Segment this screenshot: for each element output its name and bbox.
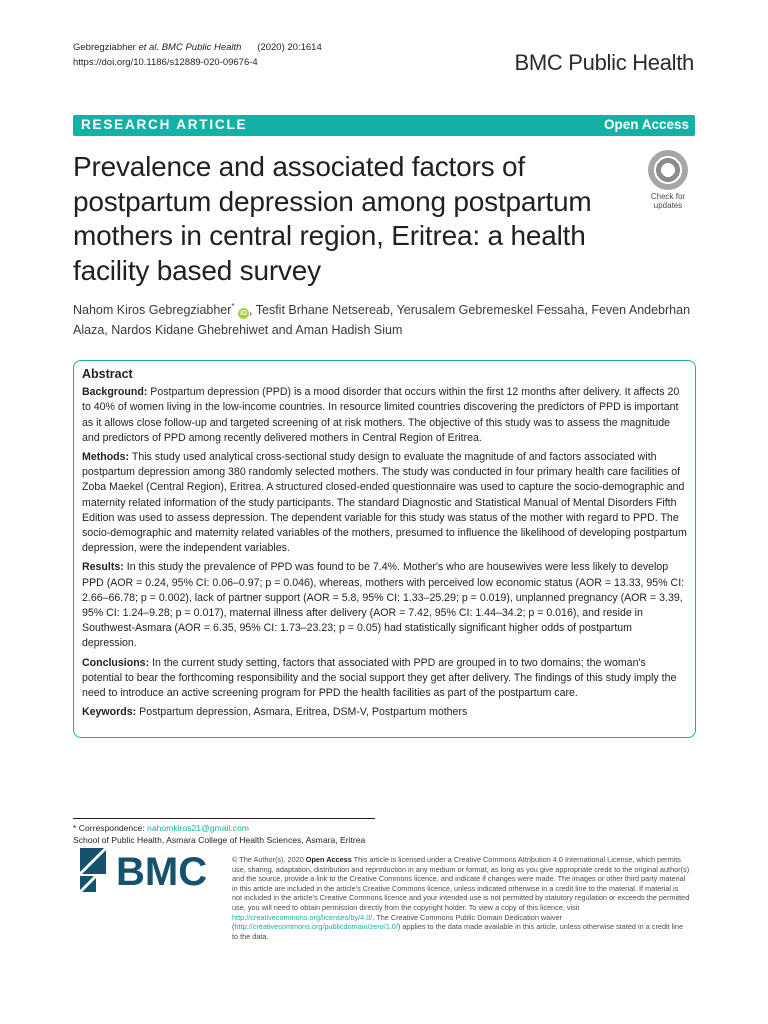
first-author: Nahom Kiros Gebregziabher: [73, 303, 232, 318]
abstract-conclusions: Conclusions: In the current study setting, factors that associated with PPD are grouped in to two domains; the woman's potential to bear the forthcoming responsibility and the social support they get after delivery. The findings of this study imply the need to introduce an active screening program for PPD the health facilities as part of the postpartum care.: [82, 656, 677, 700]
bmc-logo-text: BMC: [116, 850, 208, 893]
correspondence-label: * Correspondence:: [73, 823, 148, 833]
license-open-access: Open Access: [305, 855, 352, 864]
cc-license-link[interactable]: http://creativecommons.org/licenses/by/4.0/: [232, 912, 373, 922]
abstract-background: Background: Postpartum depression (PPD) is a mood disorder that occurs within the first 12 months after delivery. It affects 20 to 40% of women living in the low-income countries. In resource limited countries discovering the predictors of PPD is important as it allows close follow-up and targeted screening of at risk mothers. The objective of this study was to assess the magnitude and predictors of PPD among recently delivered mothers in Central Region of Eritrea.: [82, 386, 680, 444]
correspondence-marker: *: [231, 302, 235, 311]
correspondence-email-link[interactable]: nahomkiros21@gmail.com: [147, 823, 249, 833]
other-authors: , Tesfit Brhane Netsereab, Yerusalem Gebremeskel Fessaha, Feven Andebrhan Alaza, Nardos Kidane Ghebrehiwet and Aman Hadish Sium: [73, 303, 691, 338]
check-for-updates-text: Check for updates: [650, 192, 686, 210]
citation-line: [73, 40, 322, 55]
article-type-label: RESEARCH ARTICLE: [81, 117, 248, 132]
abstract-methods: Methods: This study used analytical cross-sectional study design to evaluate the magnitude of and factors associated with postpartum depression among 380 randomly selected mothers. The study was conducted in four primary health care facilities of Zoba Maekel (Central Region), Eritrea. A structured closed-ended questionnaire was used to capture the socio-demographic and maternity related information of the study participants. The standard Diagnostic and Statistical Manual of Mental Disorders Fifth Edition was used to assess depression. The dependent variable for this study was status of the mother with regard to PPD. The socio-demographic and maternity related variables of the mothers, presumed to influence the likelihood of developing postpartum depression, were the independent variables.: [82, 451, 687, 555]
cc-zero-link[interactable]: http://creativecommons.org/publicdomain/zero/1.0/: [234, 922, 398, 932]
footnote-divider: [73, 818, 375, 819]
citation-authors: Gebregziabher: [73, 42, 139, 53]
citation-journal: et al. BMC Public Health: [138, 42, 242, 53]
orcid-icon[interactable]: iD: [240, 310, 248, 318]
abstract-keywords: Keywords: Postpartum depression, Asmara, Eritrea, DSM-V, Postpartum mothers: [82, 706, 468, 719]
affiliation: School of Public Health, Asmara College of Health Sciences, Asmara, Eritrea: [73, 835, 366, 845]
article-type-banner: [73, 115, 695, 136]
abstract-heading: Abstract: [82, 367, 133, 381]
abstract-results: Results: In this study the prevalence of PPD was found to be 7.4%. Mother's who are housewives were less likely to develop PPD (AOR = 0.24, 95% CI: 0.06–0.97; p = 0.046), whereas, mothers with perceived low economic status (AOR = 13.33, 95% CI: 2.66–66.78; p = 0.002), lack of partner support (AOR = 5.8, 95% CI: 1.33–25.29; p = 0.019), unplanned pregnancy (AOR = 3.39, 95% CI: 1.24–9.28; p = 0.017), maternal illness after delivery (AOR = 7.42, 95% CI: 1.44–34.2; p = 0.016), and reside in Southwest-Asmara (AOR = 6.35, 95% CI: 1.73–23.23; p = 0.05) had statistically significant higher odds of postpartum depression.: [82, 561, 685, 650]
author-list: [73, 297, 698, 340]
citation-header: [73, 40, 322, 70]
article-title: Prevalence and associated factors of postpartum depression among postpartum mothers in central region, Eritrea: a health facility based survey: [73, 151, 592, 286]
correspondence-footnote: [73, 822, 365, 846]
abstract-box: [73, 360, 696, 738]
check-for-updates-badge[interactable]: [640, 150, 696, 210]
open-access-label: Open Access: [603, 117, 689, 132]
bmc-logo-mark: [80, 848, 106, 892]
check-for-updates-icon: [648, 150, 688, 190]
doi-link[interactable]: https://doi.org/10.1186/s12889-020-09676-4: [73, 57, 258, 68]
license-text: © The Author(s). 2020 Open Access This article is licensed under a Creative Commons Attribution 4.0 International License, which permits use, sharing, adaptation, distribution and reproduction in any medium or format, as long as you give appropriate credit to the original author(s) and the source, provide a link to the Creative Commons licence, and indicate if changes were made. The images or other third party material in this article are included in the article's Creative Commons licence, unless indicated otherwise in a credit line to the material. If material is not included in the article's Creative Commons licence and your intended use is not permitted by statutory regulation or exceeds the permitted use, you will need to obtain permission directly from the copyright holder. To view a copy of this licence, visit http://creativecommons.org/licenses/by/4.0/. The Creative Commons Public Domain Dedication waiver (http://creativecommons.org/publicdomain/zero/1.0/) applies to the data made available in this article, unless otherwise stated in a credit line to the data.: [232, 855, 690, 941]
journal-name: BMC Public Health: [514, 50, 694, 75]
citation-year-volume: (2020) 20:1614: [257, 42, 322, 53]
bmc-logo: [80, 848, 215, 893]
